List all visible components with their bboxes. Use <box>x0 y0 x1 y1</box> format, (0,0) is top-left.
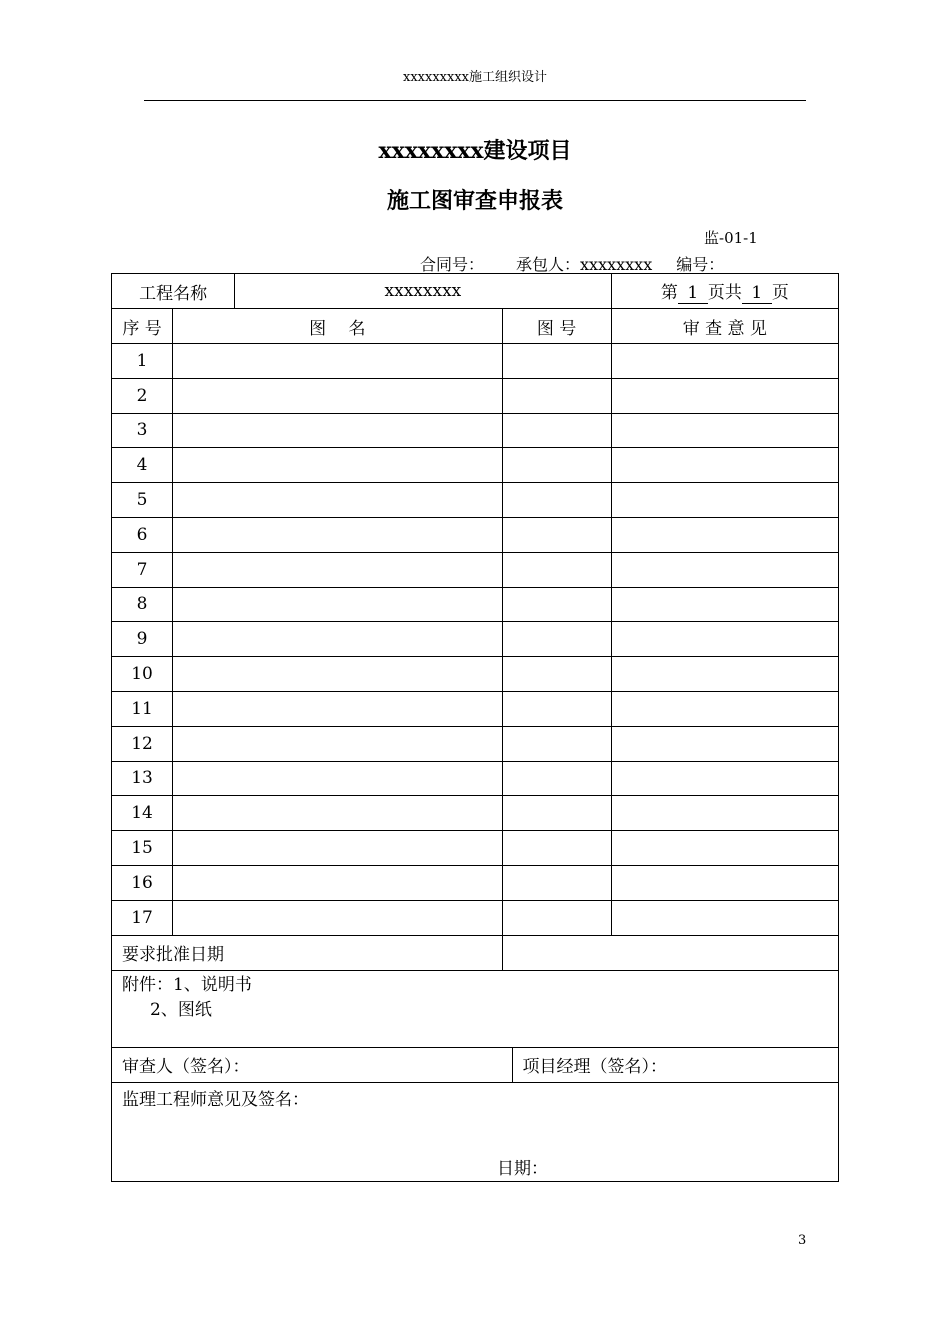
contractor-value: xxxxxxxx <box>580 255 653 274</box>
row-drawing-name[interactable] <box>173 831 502 866</box>
row-seq: 12 <box>112 726 173 761</box>
row-drawing-name[interactable] <box>173 552 502 587</box>
row-review-opinion[interactable] <box>611 413 838 448</box>
row-drawing-name[interactable] <box>173 900 502 935</box>
row-drawing-name[interactable] <box>173 865 502 900</box>
contract-label: 合同号： <box>420 255 485 274</box>
serial-label: 编号： <box>676 255 725 274</box>
row-seq: 9 <box>112 622 173 657</box>
row-review-opinion[interactable] <box>611 448 838 483</box>
col-opinion-header: 审 查 意 见 <box>611 309 838 344</box>
reviewer-signature[interactable]: 审查人（签名）： <box>112 1047 513 1082</box>
row-drawing-name[interactable] <box>173 344 502 379</box>
row-seq: 2 <box>112 378 173 413</box>
row-review-opinion[interactable] <box>611 900 838 935</box>
row-review-opinion[interactable] <box>611 622 838 657</box>
row-seq: 6 <box>112 517 173 552</box>
row-seq: 8 <box>112 587 173 622</box>
page-count-cell <box>611 274 838 309</box>
row-drawing-number[interactable] <box>502 831 611 866</box>
pm-signature[interactable]: 项目经理（签名）： <box>512 1047 839 1082</box>
page-suffix: 页 <box>771 283 789 303</box>
table-row <box>112 622 839 657</box>
row-seq: 1 <box>112 344 173 379</box>
row-drawing-number[interactable] <box>502 378 611 413</box>
table-row <box>112 726 839 761</box>
row-drawing-name[interactable] <box>173 657 502 692</box>
supervisor-label: 监理工程师意见及签名： <box>122 1089 309 1110</box>
row-drawing-name[interactable] <box>173 761 502 796</box>
row-drawing-number[interactable] <box>502 622 611 657</box>
row-drawing-number[interactable] <box>502 900 611 935</box>
row-drawing-number[interactable] <box>502 448 611 483</box>
table-row <box>112 587 839 622</box>
col-number-header: 图 号 <box>502 309 611 344</box>
row-drawing-name[interactable] <box>173 517 502 552</box>
table-row <box>112 552 839 587</box>
row-drawing-name[interactable] <box>173 448 502 483</box>
table-row <box>112 900 839 935</box>
table-row <box>112 413 839 448</box>
approval-date-label: 要求批准日期 <box>112 935 503 970</box>
review-form-table <box>111 273 839 1182</box>
row-seq: 5 <box>112 483 173 518</box>
row-drawing-name[interactable] <box>173 483 502 518</box>
row-seq: 7 <box>112 552 173 587</box>
row-drawing-number[interactable] <box>502 552 611 587</box>
row-drawing-name[interactable] <box>173 796 502 831</box>
row-drawing-number[interactable] <box>502 657 611 692</box>
row-review-opinion[interactable] <box>611 831 838 866</box>
row-drawing-number[interactable] <box>502 796 611 831</box>
row-seq: 17 <box>112 900 173 935</box>
row-drawing-number[interactable] <box>502 865 611 900</box>
row-drawing-number[interactable] <box>502 517 611 552</box>
table-row <box>112 691 839 726</box>
project-title: xxxxxxxx建设项目 <box>378 138 572 164</box>
form-code: 监-01-1 <box>704 229 758 247</box>
page-prefix: 第 <box>660 283 678 303</box>
row-seq: 3 <box>112 413 173 448</box>
form-title: 施工图审查申报表 <box>386 188 563 214</box>
page-number: 3 <box>798 1233 807 1248</box>
meta-line <box>420 252 724 275</box>
page-mid: 页共 <box>707 283 742 303</box>
row-review-opinion[interactable] <box>611 657 838 692</box>
row-drawing-name[interactable] <box>173 691 502 726</box>
row-seq: 13 <box>112 761 173 796</box>
approval-date-field[interactable] <box>502 935 839 970</box>
row-seq: 14 <box>112 796 173 831</box>
running-header: xxxxxxxxx施工组织设计 <box>403 70 547 85</box>
table-row <box>112 483 839 518</box>
table-row <box>112 448 839 483</box>
row-drawing-name[interactable] <box>173 378 502 413</box>
table-row <box>112 865 839 900</box>
col-seq-header: 序 号 <box>112 309 173 344</box>
row-review-opinion[interactable] <box>611 726 838 761</box>
row-review-opinion[interactable] <box>611 796 838 831</box>
row-review-opinion[interactable] <box>611 865 838 900</box>
row-seq: 15 <box>112 831 173 866</box>
attachment-line-1: 附件：1、说明书 <box>122 974 252 995</box>
table-row <box>112 657 839 692</box>
row-review-opinion[interactable] <box>611 587 838 622</box>
page-current: 1 <box>678 283 708 304</box>
row-drawing-name[interactable] <box>173 587 502 622</box>
project-name-label: 工程名称 <box>112 274 235 309</box>
table-row <box>112 517 839 552</box>
table-row <box>112 761 839 796</box>
row-review-opinion[interactable] <box>611 344 838 379</box>
row-review-opinion[interactable] <box>611 552 838 587</box>
row-drawing-number[interactable] <box>502 413 611 448</box>
row-seq: 16 <box>112 865 173 900</box>
attachment-line-2: 2、图纸 <box>150 999 212 1020</box>
col-name-header: 图 名 <box>173 309 502 344</box>
row-drawing-name[interactable] <box>173 413 502 448</box>
row-drawing-name[interactable] <box>173 622 502 657</box>
project-name-value[interactable]: xxxxxxxx <box>235 274 612 309</box>
table-row <box>112 378 839 413</box>
contractor-label: 承包人： <box>516 255 581 274</box>
row-seq: 11 <box>112 691 173 726</box>
row-seq: 4 <box>112 448 173 483</box>
row-review-opinion[interactable] <box>611 761 838 796</box>
row-drawing-number[interactable] <box>502 761 611 796</box>
row-drawing-number[interactable] <box>502 726 611 761</box>
row-review-opinion[interactable] <box>611 691 838 726</box>
row-seq: 10 <box>112 657 173 692</box>
row-drawing-number[interactable] <box>502 483 611 518</box>
row-drawing-name[interactable] <box>173 726 502 761</box>
row-review-opinion[interactable] <box>611 517 838 552</box>
table-row <box>112 344 839 379</box>
table-row <box>112 796 839 831</box>
attachments-cell <box>112 970 839 1047</box>
supervisor-opinion-cell[interactable] <box>112 1082 839 1181</box>
page-total: 1 <box>742 283 772 304</box>
row-drawing-number[interactable] <box>502 587 611 622</box>
table-row <box>112 831 839 866</box>
header-divider <box>144 100 806 101</box>
row-drawing-number[interactable] <box>502 691 611 726</box>
row-review-opinion[interactable] <box>611 378 838 413</box>
date-label: 日期： <box>497 1158 548 1179</box>
row-drawing-number[interactable] <box>502 344 611 379</box>
row-review-opinion[interactable] <box>611 483 838 518</box>
